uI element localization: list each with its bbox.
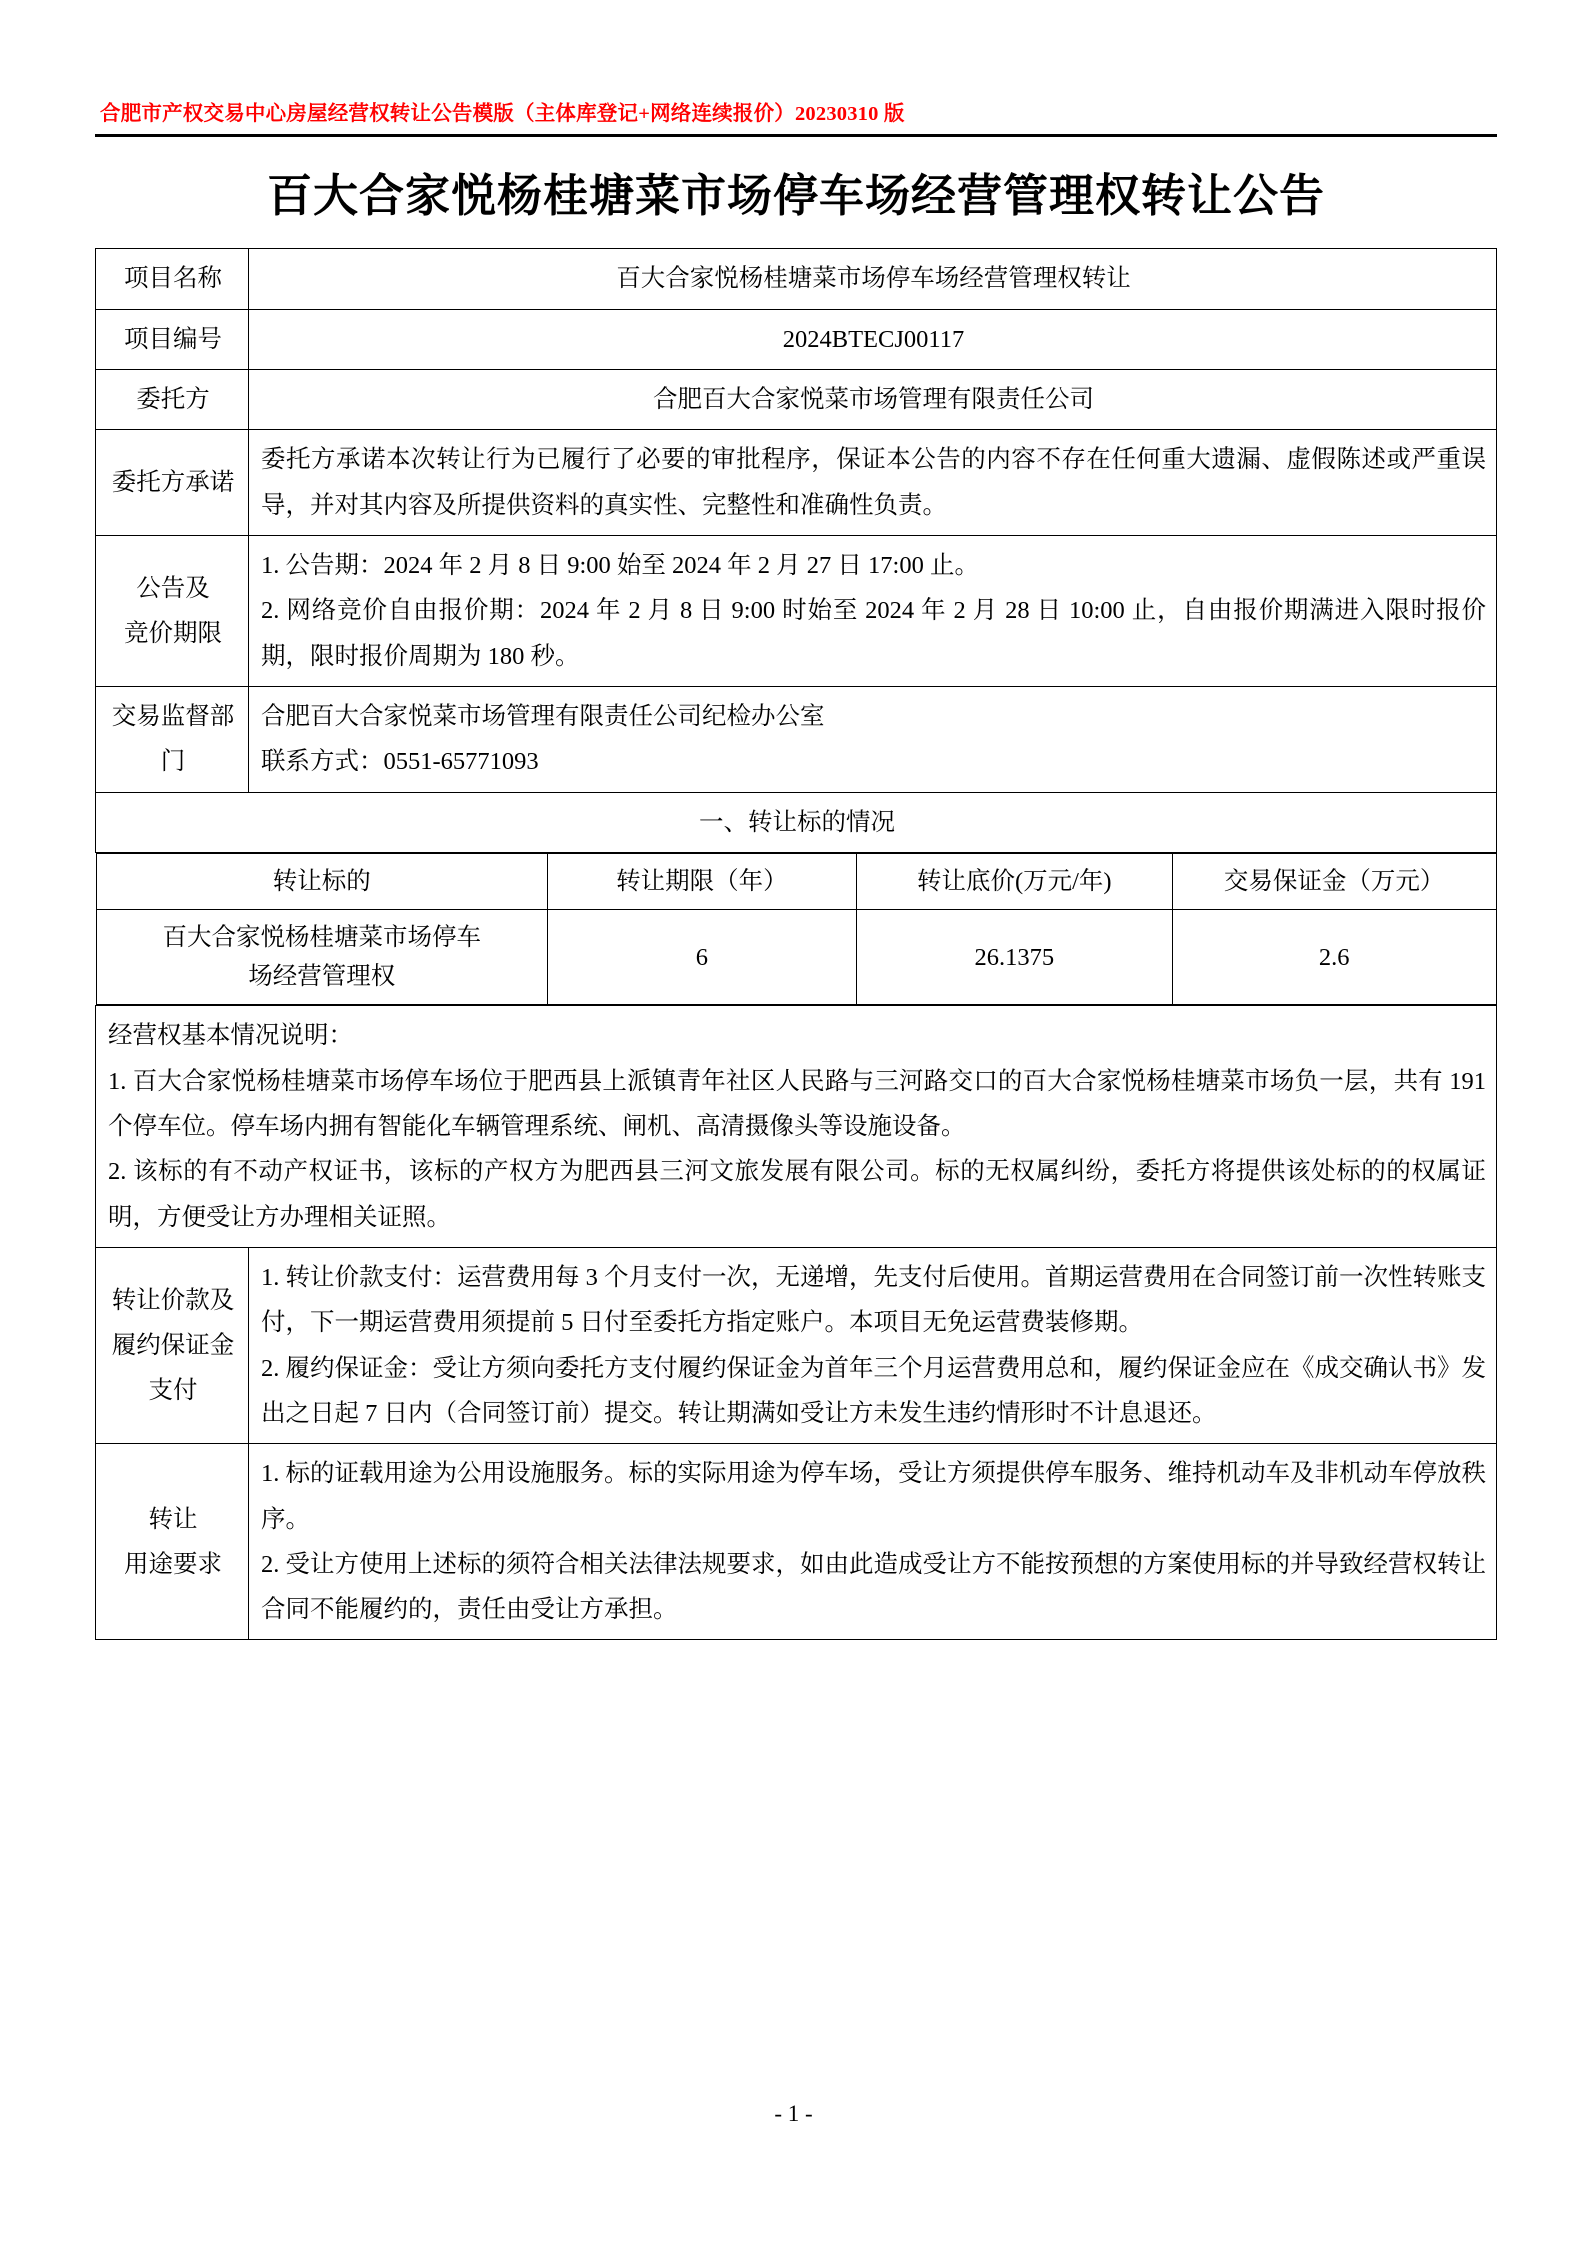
label-supervision-line1: 交易监督部 — [111, 702, 235, 730]
table-row-project-code — [96, 309, 1497, 369]
description-item-1: 1. 百大合家悦杨桂塘菜市场停车场位于肥西县上派镇青年社区人民路与三河路交口的百大合家悦杨桂塘菜市场负一层，共有 191 个停车位。停车场内拥有智能化车辆管理系统、闸机、高清摄像头等设施设备。 — [108, 1067, 1486, 1141]
table-row-commitment — [96, 430, 1497, 536]
asset-subtable-wrapper — [96, 852, 1497, 1006]
table-row-description — [96, 1006, 1497, 1248]
asset-header-base-price: 转让底价(万元/年) — [856, 853, 1172, 909]
asset-table — [96, 853, 1497, 1006]
value-supervision — [249, 686, 1497, 792]
asset-header-deposit: 交易保证金（万元） — [1172, 853, 1496, 909]
page-title: 百大合家悦杨桂塘菜市场停车场经营管理权转让公告 — [266, 171, 1325, 221]
supervision-contact: 联系方式：0551-65771093 — [261, 748, 539, 776]
label-usage — [96, 1444, 249, 1640]
table-row-usage — [96, 1444, 1497, 1640]
asset-cell-base-price: 26.1375 — [856, 910, 1172, 1005]
table-row-asset-subtable — [96, 852, 1497, 1006]
announcement-table — [95, 248, 1497, 1640]
label-payment-line3: 支付 — [148, 1377, 198, 1405]
label-client: 委托方 — [96, 370, 249, 430]
asset-cell-deposit: 2.6 — [1172, 910, 1496, 1005]
asset-cell-target-name — [96, 910, 548, 1005]
template-note-header: 合肥市产权交易中心房屋经营权转让公告模版（主体库登记+网络连续报价）20230310 版 — [100, 103, 905, 125]
asset-table-header-row — [96, 853, 1496, 909]
asset-target-name-line1: 百大合家悦杨桂塘菜市场停车 — [162, 924, 482, 952]
label-payment-line1: 转让价款及 — [111, 1286, 235, 1314]
asset-cell-term-years: 6 — [548, 910, 857, 1005]
label-payment — [96, 1247, 249, 1443]
label-supervision-line2: 门 — [160, 748, 186, 776]
payment-item-2: 2. 履约保证金：受让方须向委托方支付履约保证金为首年三个月运营费用总和，履约保证金应在《成交确认书》发出之日起 7 日内（合同签订前）提交。转让期满如受让方未发生违约情形时不计息退还。 — [261, 1354, 1486, 1427]
description-heading: 经营权基本情况说明： — [108, 1022, 353, 1050]
label-commitment: 委托方承诺 — [96, 430, 249, 536]
supervision-office: 合肥百大合家悦菜市场管理有限责任公司纪检办公室 — [261, 702, 825, 730]
asset-header-term: 转让期限（年） — [548, 853, 857, 909]
table-row-section-one — [96, 792, 1497, 852]
label-usage-line1: 转让 — [148, 1505, 198, 1533]
label-project-name: 项目名称 — [96, 249, 249, 309]
header-divider — [95, 134, 1497, 137]
page-number: - 1 - — [774, 2101, 813, 2126]
description-item-2: 2. 该标的有不动产权证书，该标的产权方为肥西县三河文旅发展有限公司。标的无权属纠纷，委托方将提供该处标的的权属证明，方便受让方办理相关证照。 — [108, 1158, 1486, 1231]
table-row-payment — [96, 1247, 1497, 1443]
value-project-name: 百大合家悦杨桂塘菜市场停车场经营管理权转让 — [249, 249, 1497, 309]
label-period — [96, 535, 249, 686]
label-usage-line2: 用途要求 — [124, 1550, 222, 1578]
asset-target-name-line2: 场经营管理权 — [248, 963, 396, 991]
period-item-2: 2. 网络竞价自由报价期：2024 年 2 月 8 日 9:00 时始至 2024 年 2 月 28 日 10:00 止，自由报价期满进入限时报价期，限时报价周期为 180 秒。 — [261, 597, 1486, 670]
value-description — [96, 1006, 1497, 1248]
period-item-1: 1. 公告期：2024 年 2 月 8 日 9:00 始至 2024 年 2 月 27 日 17:00 止。 — [261, 551, 979, 579]
value-project-code: 2024BTECJ00117 — [249, 309, 1497, 369]
payment-item-1: 1. 转让价款支付：运营费用每 3 个月支付一次，无递增，先支付后使用。首期运营费用在合同签订前一次性转账支付，下一期运营费用须提前 5 日付至委托方指定账户。本项目无免运营费装修期。 — [261, 1263, 1486, 1337]
section-one-heading: 一、转让标的情况 — [96, 792, 1497, 852]
asset-header-target: 转让标的 — [96, 853, 548, 909]
table-row-period — [96, 535, 1497, 686]
table-row-client — [96, 370, 1497, 430]
label-supervision — [96, 686, 249, 792]
label-payment-line2: 履约保证金 — [111, 1331, 235, 1359]
table-row-supervision — [96, 686, 1497, 792]
value-payment — [249, 1247, 1497, 1443]
usage-item-1: 1. 标的证载用途为公用设施服务。标的实际用途为停车场，受让方须提供停车服务、维持机动车及非机动车停放秩序。 — [261, 1460, 1486, 1533]
table-row-project-name — [96, 249, 1497, 309]
value-period — [249, 535, 1497, 686]
label-project-code: 项目编号 — [96, 309, 249, 369]
label-period-line2: 竞价期限 — [124, 619, 222, 647]
value-usage — [249, 1444, 1497, 1640]
value-client: 合肥百大合家悦菜市场管理有限责任公司 — [249, 370, 1497, 430]
label-period-line1: 公告及 — [136, 574, 210, 602]
asset-table-row — [96, 910, 1496, 1005]
value-commitment: 委托方承诺本次转让行为已履行了必要的审批程序，保证本公告的内容不存在任何重大遗漏、虚假陈述或严重误导，并对其内容及所提供资料的真实性、完整性和准确性负责。 — [249, 430, 1497, 536]
usage-item-2: 2. 受让方使用上述标的须符合相关法律法规要求，如由此造成受让方不能按预想的方案使用标的并导致经营权转让合同不能履约的，责任由受让方承担。 — [261, 1550, 1486, 1624]
